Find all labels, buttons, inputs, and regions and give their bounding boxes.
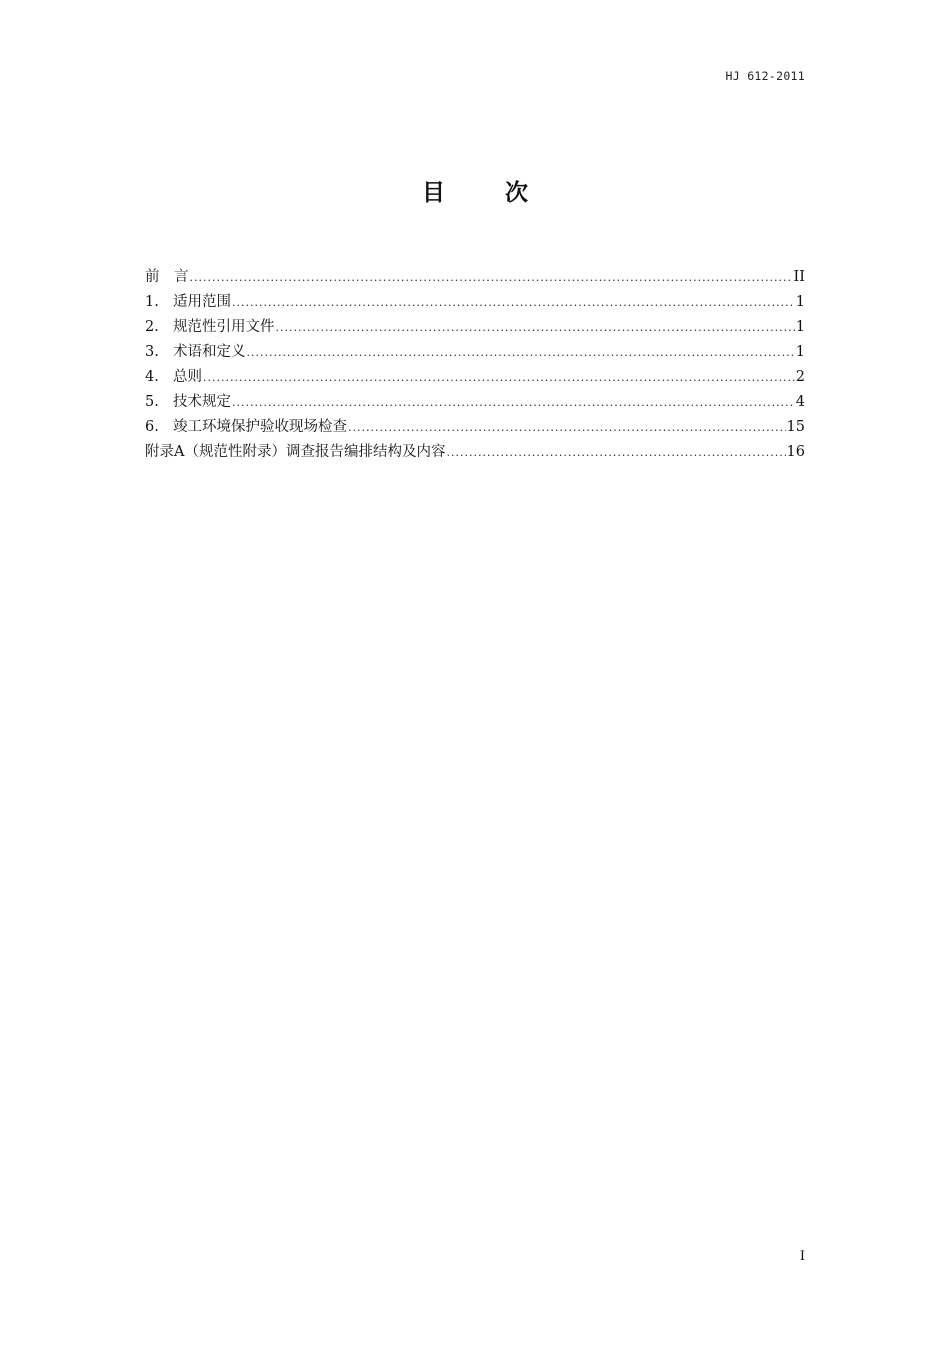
toc-dot-leader bbox=[446, 440, 785, 465]
document-code: HJ 612-2011 bbox=[725, 69, 805, 83]
toc-entry-label: 技术规定 bbox=[173, 394, 231, 410]
toc-entry-technical-provisions[interactable] bbox=[145, 390, 805, 415]
page-number: I bbox=[799, 1249, 805, 1264]
toc-entry-page: 2 bbox=[795, 369, 805, 385]
toc-entry-label: 附录A（规范性附录）调查报告编排结构及内容 bbox=[145, 444, 446, 460]
toc-entry-number: 5. bbox=[145, 394, 159, 410]
toc-dot-leader bbox=[203, 365, 795, 390]
toc-entry-label: 前 言 bbox=[145, 269, 189, 285]
toc-entry-page: 1 bbox=[795, 344, 805, 360]
toc-entry-label: 适用范围 bbox=[173, 294, 231, 310]
table-of-contents bbox=[145, 265, 805, 465]
toc-entry-page: 4 bbox=[795, 394, 805, 410]
toc-dot-leader bbox=[232, 390, 795, 415]
toc-entry-label: 术语和定义 bbox=[173, 344, 246, 360]
toc-entry-page: 15 bbox=[786, 419, 805, 435]
toc-dot-leader bbox=[247, 340, 795, 365]
toc-entry-terms-definitions[interactable] bbox=[145, 340, 805, 365]
toc-entry-foreword[interactable] bbox=[145, 265, 805, 290]
toc-dot-leader bbox=[190, 265, 793, 290]
toc-entry-general[interactable] bbox=[145, 365, 805, 390]
toc-entry-site-inspection[interactable] bbox=[145, 415, 805, 440]
toc-entry-page: 1 bbox=[795, 294, 805, 310]
toc-entry-appendix-a[interactable] bbox=[145, 440, 805, 465]
toc-entry-label: 总则 bbox=[173, 369, 202, 385]
toc-entry-number: 1. bbox=[145, 294, 159, 310]
toc-entry-number: 2. bbox=[145, 319, 159, 335]
toc-dot-leader bbox=[276, 315, 795, 340]
toc-entry-label: 规范性引用文件 bbox=[173, 319, 275, 335]
toc-entry-label: 竣工环境保护验收现场检查 bbox=[173, 419, 347, 435]
toc-entry-number: 6. bbox=[145, 419, 159, 435]
toc-entry-page: II bbox=[793, 269, 805, 285]
toc-dot-leader bbox=[232, 290, 795, 315]
toc-title: 目 次 bbox=[421, 180, 554, 206]
toc-entry-number: 4. bbox=[145, 369, 159, 385]
toc-dot-leader bbox=[348, 415, 786, 440]
toc-entry-scope[interactable] bbox=[145, 290, 805, 315]
toc-entry-number: 3. bbox=[145, 344, 159, 360]
toc-entry-page: 1 bbox=[795, 319, 805, 335]
toc-entry-normative-references[interactable] bbox=[145, 315, 805, 340]
toc-entry-page: 16 bbox=[786, 444, 805, 460]
